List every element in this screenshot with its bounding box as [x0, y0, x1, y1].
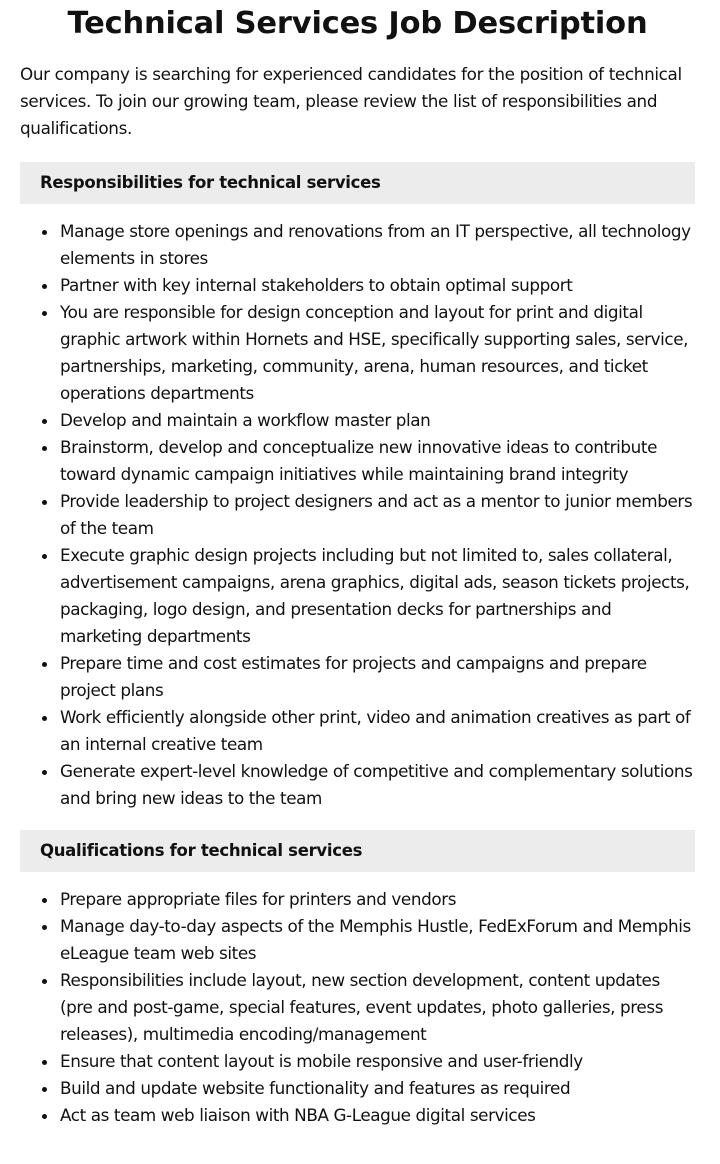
responsibility-item: Prepare time and cost estimates for projects and campaigns and prepare project plans	[60, 650, 695, 704]
qualification-item: Build and update website functionality and features as required	[60, 1075, 695, 1102]
responsibility-item: Generate expert-level knowledge of competitive and complementary solutions and bring new ideas to the team	[60, 758, 695, 812]
qualification-item: Ensure that content layout is mobile responsive and user-friendly	[60, 1048, 695, 1075]
responsibility-item: Provide leadership to project designers and act as a mentor to junior members of the team	[60, 488, 695, 542]
responsibilities-heading: Responsibilities for technical services	[20, 162, 695, 204]
responsibility-item: You are responsible for design conception and layout for print and digital graphic artwork within Hornets and HSE, specifically supporting sales, service, partnerships, marketing, community, arena, human resources, and ticket operations departments	[60, 299, 695, 407]
responsibility-item: Brainstorm, develop and conceptualize new innovative ideas to contribute toward dynamic campaign initiatives while maintaining brand integrity	[60, 434, 695, 488]
qualifications-list	[20, 886, 695, 1129]
qualification-item: Manage day-to-day aspects of the Memphis Hustle, FedExForum and Memphis eLeague team web sites	[60, 913, 695, 967]
qualifications-heading: Qualifications for technical services	[20, 830, 695, 872]
qualification-item: Prepare appropriate files for printers and vendors	[60, 886, 695, 913]
responsibility-item: Develop and maintain a workflow master plan	[60, 407, 695, 434]
responsibility-item: Work efficiently alongside other print, video and animation creatives as part of an internal creative team	[60, 704, 695, 758]
responsibility-item: Execute graphic design projects including but not limited to, sales collateral, advertisement campaigns, arena graphics, digital ads, season tickets projects, packaging, logo design, and presentation decks for partnerships and marketing departments	[60, 542, 695, 650]
qualification-item: Act as team web liaison with NBA G-League digital services	[60, 1102, 695, 1129]
responsibility-item: Partner with key internal stakeholders to obtain optimal support	[60, 272, 695, 299]
qualification-item: Responsibilities include layout, new section development, content updates (pre and post-game, special features, event updates, photo galleries, press releases), multimedia encoding/management	[60, 967, 695, 1048]
page-title: Technical Services Job Description	[67, 6, 648, 41]
responsibilities-list	[20, 218, 695, 812]
responsibility-item: Manage store openings and renovations from an IT perspective, all technology elements in stores	[60, 218, 695, 272]
intro-paragraph: Our company is searching for experienced candidates for the position of technical services. To join our growing team, please review the list of responsibilities and qualifications.	[20, 64, 682, 138]
